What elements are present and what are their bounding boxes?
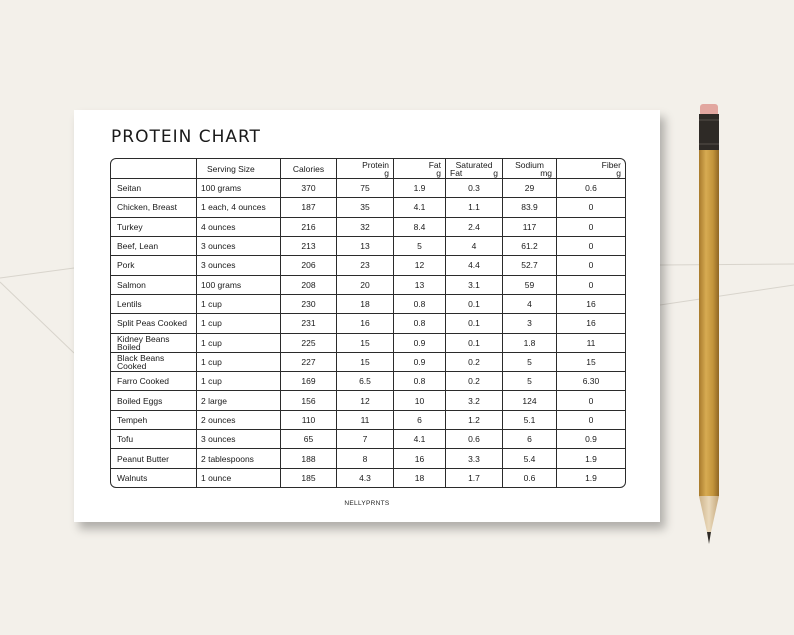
table-row [111,276,625,295]
calories: 213 [281,237,337,256]
header-fiber-label: Fiber [601,159,621,170]
saturated-fat: 0.6 [446,430,503,449]
calories: 230 [281,295,337,314]
food-name: Beef, Lean [111,237,197,256]
table-row [111,411,625,430]
protein-chart-sheet [74,110,660,522]
food-name: Pork [111,256,197,275]
calories: 227 [281,353,337,372]
protein: 15 [337,353,394,372]
table-row [111,353,625,372]
table-row [111,314,625,333]
protein: 16 [337,314,394,333]
serving-size: 3 ounces [197,256,281,275]
saturated-fat: 1.2 [446,411,503,430]
table-row [111,391,625,410]
calories: 206 [281,256,337,275]
header-sodium [503,159,557,179]
food-name: Peanut Butter [111,449,197,468]
fat: 0.9 [394,334,446,353]
sodium: 83.9 [503,198,557,217]
sodium: 0.6 [503,469,557,487]
sodium: 117 [503,218,557,237]
fat: 0.8 [394,314,446,333]
table-row [111,179,625,198]
sodium: 124 [503,391,557,410]
sodium: 5 [503,372,557,391]
fat: 6 [394,411,446,430]
food-name: Walnuts [111,469,197,487]
sodium: 5.1 [503,411,557,430]
food-name: Split Peas Cooked [111,314,197,333]
header-sodium-unit: mg [540,167,552,178]
protein: 20 [337,276,394,295]
saturated-fat: 0.1 [446,295,503,314]
header-saturated-label2 [450,169,498,177]
food-name: Black Beans Cooked [111,353,197,372]
fat: 1.9 [394,179,446,198]
serving-size: 1 cup [197,353,281,372]
saturated-fat: 4 [446,237,503,256]
serving-size: 1 ounce [197,469,281,487]
header-protein-unit: g [384,167,389,178]
sodium: 61.2 [503,237,557,256]
sodium: 4 [503,295,557,314]
table-row [111,256,625,275]
header-food [111,159,197,179]
fat: 10 [394,391,446,410]
calories: 185 [281,469,337,487]
protein: 11 [337,411,394,430]
calories: 231 [281,314,337,333]
fiber: 0 [557,391,625,410]
protein: 23 [337,256,394,275]
sodium: 3 [503,314,557,333]
food-name: Turkey [111,218,197,237]
food-name: Boiled Eggs [111,391,197,410]
brand-footer: NELLYPRNTS [344,500,390,507]
fat: 0.9 [394,353,446,372]
serving-size: 1 cup [197,295,281,314]
serving-size: 1 cup [197,334,281,353]
protein: 8 [337,449,394,468]
calories: 225 [281,334,337,353]
food-name: Tofu [111,430,197,449]
header-fiber [557,159,625,179]
table-row [111,198,625,217]
serving-size: 100 grams [197,179,281,198]
saturated-fat: 3.2 [446,391,503,410]
header-serving-size: Serving Size [197,159,281,179]
calories: 208 [281,276,337,295]
fat: 18 [394,469,446,487]
food-name: Seitan [111,179,197,198]
calories: 188 [281,449,337,468]
sodium: 29 [503,179,557,198]
table-row [111,430,625,449]
fiber: 16 [557,295,625,314]
header-protein [337,159,394,179]
header-sodium-label: Sodium [515,159,544,170]
food-name: Lentils [111,295,197,314]
serving-size: 3 ounces [197,430,281,449]
serving-size: 2 tablespoons [197,449,281,468]
sodium: 5 [503,353,557,372]
header-fat [394,159,446,179]
protein-table [110,158,626,488]
saturated-fat: 0.1 [446,314,503,333]
header-saturated-label: Saturated [455,159,493,170]
saturated-fat: 0.2 [446,372,503,391]
serving-size: 1 cup [197,314,281,333]
fat: 0.8 [394,372,446,391]
fiber: 15 [557,353,625,372]
table-row [111,469,625,487]
serving-size: 1 cup [197,372,281,391]
table-row [111,218,625,237]
fiber: 0.6 [557,179,625,198]
fiber: 6.30 [557,372,625,391]
saturated-fat: 3.1 [446,276,503,295]
saturated-fat: 0.2 [446,353,503,372]
serving-size: 2 ounces [197,411,281,430]
protein: 35 [337,198,394,217]
fiber: 0 [557,276,625,295]
saturated-fat: 1.1 [446,198,503,217]
saturated-fat: 2.4 [446,218,503,237]
saturated-fat: 1.7 [446,469,503,487]
fiber: 1.9 [557,449,625,468]
header-protein-label: Protein [362,159,389,170]
saturated-fat: 0.3 [446,179,503,198]
sodium: 59 [503,276,557,295]
fat: 8.4 [394,218,446,237]
calories: 169 [281,372,337,391]
fat: 4.1 [394,430,446,449]
protein: 13 [337,237,394,256]
header-fiber-unit: g [616,167,621,178]
fiber: 11 [557,334,625,353]
fat: 12 [394,256,446,275]
fiber: 0 [557,218,625,237]
fiber: 0 [557,256,625,275]
calories: 156 [281,391,337,410]
food-name: Farro Cooked [111,372,197,391]
table-row [111,237,625,256]
table-row [111,449,625,468]
protein: 6.5 [337,372,394,391]
sodium: 1.8 [503,334,557,353]
protein: 32 [337,218,394,237]
protein: 4.3 [337,469,394,487]
fat: 16 [394,449,446,468]
fat: 13 [394,276,446,295]
food-name: Chicken, Breast [111,198,197,217]
food-name: Kidney Beans Boiled [111,334,197,353]
fat: 4.1 [394,198,446,217]
fiber: 16 [557,314,625,333]
fat: 0.8 [394,295,446,314]
saturated-fat: 0.1 [446,334,503,353]
header-saturated-fat-word: Fat [450,167,463,178]
header-calories: Calories [281,159,337,179]
protein: 18 [337,295,394,314]
table-body [111,179,625,487]
sodium: 5.4 [503,449,557,468]
sodium: 52.7 [503,256,557,275]
table-row [111,334,625,353]
page-title: PROTEIN CHART [111,127,261,147]
table-row [111,295,625,314]
calories: 110 [281,411,337,430]
fiber: 0 [557,198,625,217]
header-fat-label: Fat [428,159,441,170]
calories: 216 [281,218,337,237]
serving-size: 2 large [197,391,281,410]
serving-size: 1 each, 4 ounces [197,198,281,217]
header-saturated-fat [446,159,503,179]
fiber: 1.9 [585,472,597,483]
protein: 75 [337,179,394,198]
fiber: 0 [557,411,625,430]
header-saturated-unit: g [493,167,498,178]
protein: 7 [337,430,394,449]
protein: 15 [337,334,394,353]
pencil-icon [694,104,724,546]
table-header-row [111,159,625,179]
calories: 65 [281,430,337,449]
sodium: 6 [503,430,557,449]
header-fat-unit: g [436,167,441,178]
fat: 5 [394,237,446,256]
fiber: 0 [557,237,625,256]
serving-size: 100 grams [197,276,281,295]
food-name: Salmon [111,276,197,295]
fiber: 0.9 [557,430,625,449]
food-name: Tempeh [111,411,197,430]
protein: 12 [337,391,394,410]
serving-size: 3 ounces [197,237,281,256]
calories: 187 [281,198,337,217]
saturated-fat: 4.4 [446,256,503,275]
serving-size: 4 ounces [197,218,281,237]
calories: 370 [281,179,337,198]
saturated-fat: 3.3 [446,449,503,468]
table-row [111,372,625,391]
